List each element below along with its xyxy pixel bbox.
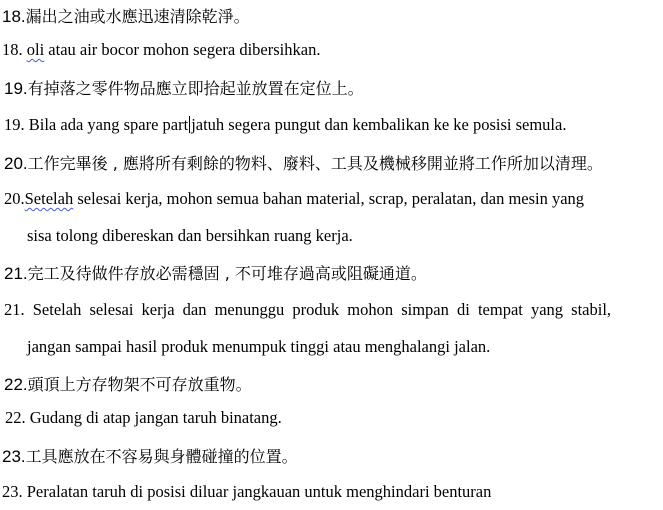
item-number: 23. <box>2 447 26 466</box>
item-number: 19. <box>4 115 25 134</box>
item-20-indonesian-line2 <box>27 226 353 246</box>
item-number: 21. <box>4 264 28 283</box>
item-text: 漏出之油或水應迅速清除乾淨。 <box>25 7 250 26</box>
item-text: 22. Gudang di atap jangan taruh binatang. <box>5 408 282 427</box>
item-text: 頭頂上方存物架不可存放重物。 <box>27 375 252 394</box>
item-number: 18. <box>2 7 26 26</box>
item-22-indonesian <box>5 408 282 428</box>
item-number: 20. <box>4 189 25 208</box>
item-text: 23. Peralatan taruh di posisi diluar jangkauan untuk menghindari benturan <box>2 482 492 501</box>
item-text: sisa tolong dibereskan dan bersihkan ruang kerja. <box>27 226 353 245</box>
item-21-indonesian-line1 <box>4 300 611 320</box>
item-text: 工作完畢後 , 應將所有剩餘的物料、廢料、工具及機械移開並將工作所加以清理。 <box>27 154 603 173</box>
item-number: 19. <box>4 79 28 98</box>
item-text: jangan sampai hasil produk menumpuk tinggi atau menghalangi jalan. <box>27 337 491 356</box>
item-19-chinese <box>4 76 364 99</box>
item-21-indonesian-line2 <box>27 337 490 357</box>
spellcheck-flagged-word[interactable]: oli <box>26 40 45 59</box>
item-18-chinese <box>2 4 250 27</box>
item-text: Bila ada yang spare part <box>24 115 189 134</box>
item-18-indonesian <box>2 40 320 60</box>
item-20-chinese <box>4 151 603 174</box>
item-23-indonesian <box>2 482 491 502</box>
spellcheck-flagged-word[interactable]: Setelah <box>24 189 74 208</box>
item-text: Setelah selesai kerja dan menunggu produk mohon simpan di tempat yang stabil, <box>24 300 612 319</box>
item-text: 完工及待做件存放必需穩固 , 不可堆存過高或阻礙通道。 <box>27 264 427 283</box>
item-22-chinese <box>4 372 252 395</box>
item-text: selesai kerja, mohon semua bahan material, scrap, peralatan, dan mesin yang <box>73 189 585 208</box>
item-number: 20. <box>4 154 28 173</box>
item-number: 22. <box>4 375 28 394</box>
item-19-indonesian <box>4 115 566 135</box>
item-21-chinese <box>4 261 427 284</box>
item-text: 工具應放在不容易與身體碰撞的位置。 <box>25 447 298 466</box>
item-text: jatuh segera pungut dan kembalikan ke ke posisi semula. <box>191 115 567 134</box>
item-number: 21. <box>4 300 25 319</box>
item-text: atau air bocor mohon segera dibersihkan. <box>44 40 321 59</box>
item-number: 18. <box>2 40 23 59</box>
item-20-indonesian-line1 <box>4 189 584 209</box>
item-23-chinese <box>2 444 298 467</box>
item-text: 有掉落之零件物品應立即拾起並放置在定位上。 <box>27 79 364 98</box>
